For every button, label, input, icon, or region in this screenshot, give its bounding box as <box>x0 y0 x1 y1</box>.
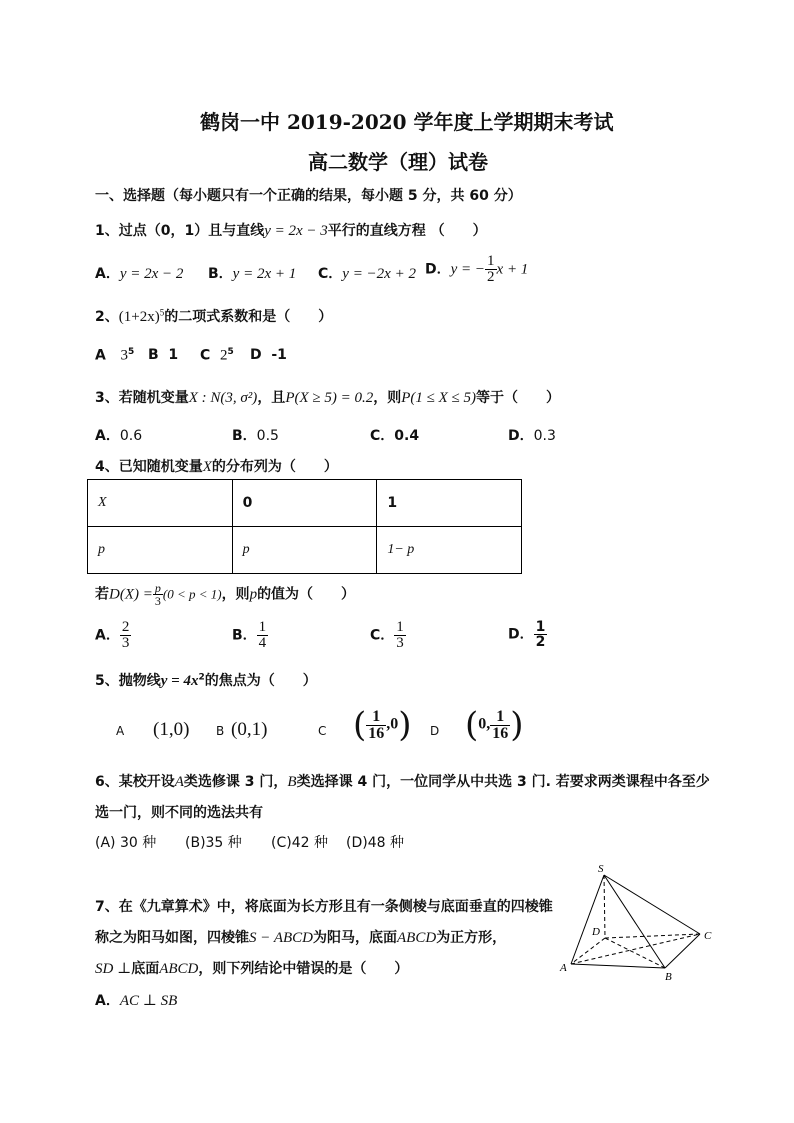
question-7-line-3: SD ⊥底面ABCD，则下列结论中错误的是（ ） <box>95 961 409 977</box>
q5-option-c-label: C <box>318 724 327 738</box>
q1-option-a[interactable]: A．y = 2x − 2 <box>95 266 184 282</box>
question-3: 3、若随机变量X : N(3, σ²)，且P(X ≥ 5) = 0.2，则P(1 ≤ X ≤ 5)等于（ ） <box>95 390 561 406</box>
q5-option-d[interactable]: (0, $\frac{1}{16}$ ) <box>465 705 524 745</box>
q6-option-b[interactable]: (B)35 种 <box>185 835 242 851</box>
q1-option-d[interactable]: D．y = − $\frac{1}{2}$ x + 1 <box>425 253 529 285</box>
table-cell: 1− p <box>377 527 522 574</box>
pyramid-figure <box>548 860 728 985</box>
table-cell: p <box>232 527 377 574</box>
q5-option-a-label: A <box>116 724 125 738</box>
q1-suffix: 平行的直线方程 （ ） <box>327 223 487 239</box>
q2-expr: (1+2x) <box>118 309 160 325</box>
q3-option-a[interactable]: A．0.6 <box>95 428 143 444</box>
edge-DB <box>605 938 665 968</box>
q6-option-c[interactable]: (C)42 种 <box>271 835 328 851</box>
q2-option-a[interactable]: A $3^5$ <box>95 347 135 364</box>
section-heading: 一、选择题（每小题只有一个正确的结果，每小题 5 分，共 60 分） <box>95 188 522 204</box>
q4-option-c[interactable]: C． $\frac{1}{3}$ <box>370 619 404 651</box>
q4-option-a[interactable]: A． $\frac{2}{3}$ <box>95 619 130 651</box>
q6-option-d[interactable]: (D)48 种 <box>346 835 404 851</box>
edge-AB <box>571 964 665 968</box>
q5-option-b[interactable]: (0,1) <box>231 719 268 740</box>
question-5: 5、抛物线$y = 4x^2$的焦点为（ ） <box>95 672 317 689</box>
q6-option-a[interactable]: (A) 30 种 <box>95 835 157 851</box>
q1-option-c[interactable]: C．y = −2x + 2 <box>318 266 416 282</box>
table-cell: 0 <box>232 480 377 527</box>
q3-option-c[interactable]: C．0.4 <box>370 428 420 444</box>
exam-subtitle: 高二数学（理）试卷 <box>308 150 488 174</box>
question-6-line-1: 6、某校开设A类选修课 3 门，B类选择课 4 门，一位同学从中共选 3 门. 若要求两类课程中各至少 <box>95 774 710 790</box>
q4-option-b[interactable]: B． $\frac{1}{4}$ <box>232 619 267 651</box>
edge-BC <box>665 934 700 968</box>
question-2: 2、$(1+2x)^5$的二项式系数和是（ ） <box>95 307 333 325</box>
q2-option-d[interactable]: D -1 <box>250 347 287 363</box>
q5-option-a[interactable]: (1,0) <box>153 719 190 740</box>
question-7-line-2: 称之为阳马如图，四棱锥S − ABCD为阳马，底面ABCD为正方形， <box>95 930 507 946</box>
q7-option-a[interactable]: A．AC ⊥ SB <box>95 993 178 1009</box>
table-row <box>88 480 522 527</box>
vertex-label-D: D <box>592 926 600 938</box>
q5-option-b-label: B <box>216 724 225 738</box>
q5-option-c[interactable]: ( $\frac{1}{16}$ ,0) <box>353 705 412 745</box>
table-cell: X <box>88 480 233 527</box>
vertex-label-B: B <box>665 971 672 983</box>
vertex-label-C: C <box>704 930 712 942</box>
vertex-label-A: A <box>560 962 567 974</box>
vertex-label-S: S <box>598 863 604 875</box>
table-row <box>88 527 522 574</box>
q1-option-b[interactable]: B．y = 2x + 1 <box>208 266 297 282</box>
q2-option-c[interactable]: C $2^5$ <box>200 347 234 364</box>
q3-option-d[interactable]: D．0.3 <box>508 428 556 444</box>
question-1 <box>95 220 487 240</box>
edge-AC <box>571 934 700 964</box>
edge-SC <box>604 875 700 934</box>
edge-SA <box>571 875 604 964</box>
table-cell: 1 <box>377 480 522 527</box>
q4-condition: 若D(X) = $\frac{p}{3}$ (0 < p < 1)，则p的值为（ ） <box>95 581 356 608</box>
q2-option-b[interactable]: B 1 <box>148 347 179 363</box>
question-4: 4、已知随机变量X的分布列为（ ） <box>95 459 338 475</box>
question-7-line-1: 7、在《九章算术》中，将底面为长方形且有一条侧棱与底面垂直的四棱锥 <box>95 899 553 915</box>
edge-SD <box>604 875 605 938</box>
q1-prefix: 1、过点（0，1）且与直线 <box>95 223 265 239</box>
distribution-table <box>87 479 522 574</box>
q5-option-d-label: D <box>430 724 440 738</box>
q3-option-b[interactable]: B．0.5 <box>232 428 279 444</box>
edge-DC <box>605 934 700 938</box>
exam-title: 鹤岗一中 2019-2020 学年度上学期期末考试 <box>200 110 614 134</box>
q4-option-d[interactable]: D． $\frac{1}{2}$ <box>508 619 546 650</box>
question-6-line-2: 选一门，则不同的选法共有 <box>95 805 263 821</box>
q1-expr: y = 2x − 3 <box>264 223 328 239</box>
table-cell: p <box>88 527 233 574</box>
